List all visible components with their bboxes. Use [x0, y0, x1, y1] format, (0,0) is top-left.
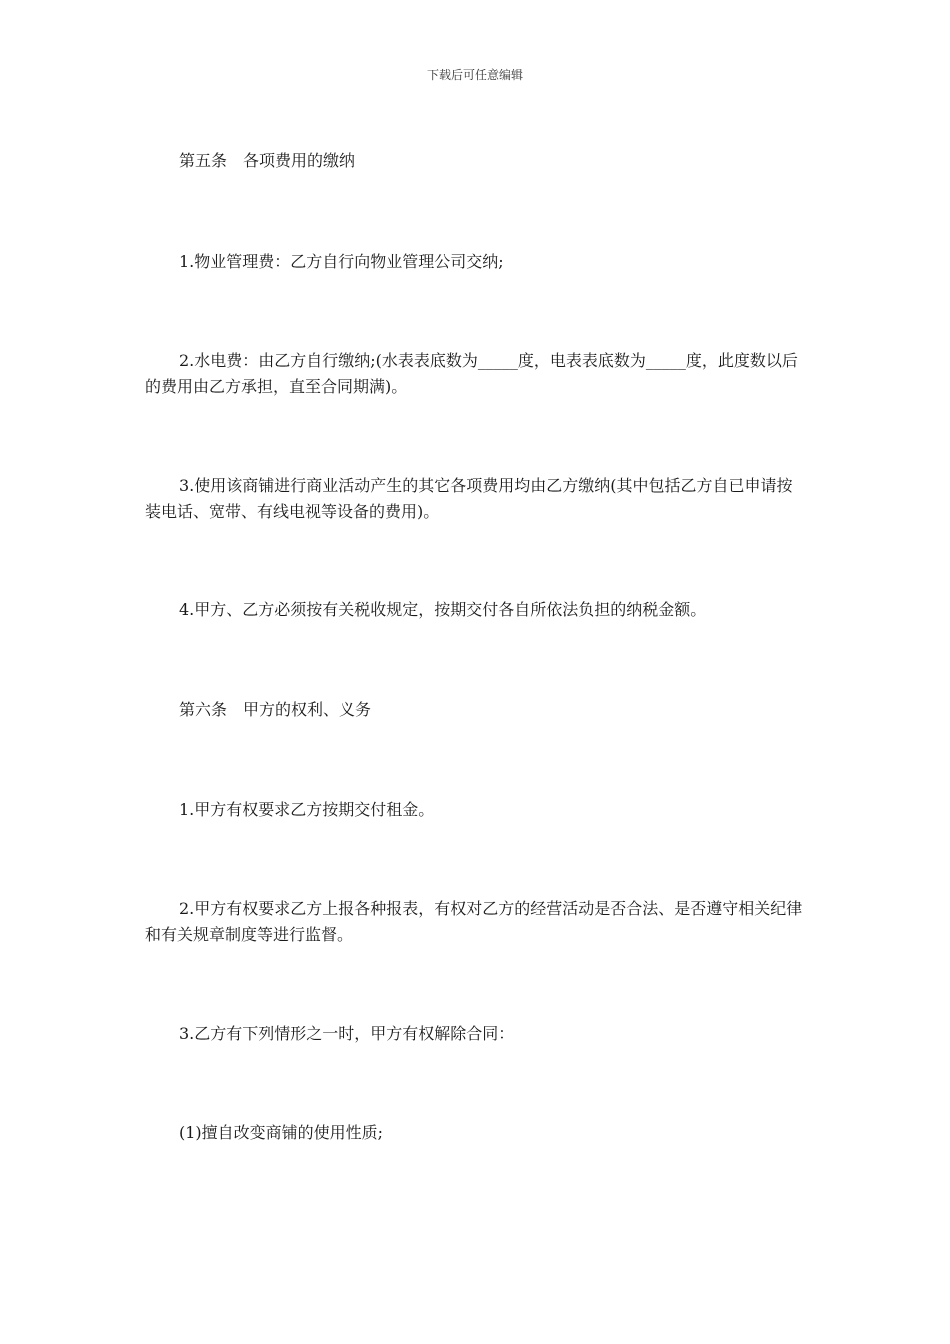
article-6-title: 第六条 甲方的权利、义务	[179, 700, 372, 719]
clause-6-3: 3.乙方有下列情形之一时，甲方有权解除合同：	[179, 1024, 515, 1043]
clause-5-1: 1.物业管理费：乙方自行向物业管理公司交纳;	[179, 252, 504, 271]
article-5-title: 第五条 各项费用的缴纳	[179, 151, 356, 170]
clause-5-2: 2.水电费：由乙方自行缴纳;(水表表底数为_____度，电表表底数为_____度，此度数以后的费用由乙方承担，直至合同期满)。	[145, 351, 798, 396]
page-header: 下载后可任意编辑	[426, 68, 523, 82]
clause-6-1: 1.甲方有权要求乙方按期交付租金。	[179, 800, 435, 819]
clause-6-2: 2.甲方有权要求乙方上报各种报表，有权对乙方的经营活动是否合法、是否遵守相关纪律和有关规章制度等进行监督。	[145, 899, 803, 944]
clause-5-4: 4.甲方、乙方必须按有关税收规定，按期交付各自所依法负担的纳税金额。	[179, 600, 707, 619]
clause-6-3-1: (1)擅自改变商铺的使用性质;	[179, 1123, 384, 1142]
clause-5-3: 3.使用该商铺进行商业活动产生的其它各项费用均由乙方缴纳(其中包括乙方自已申请按装电话、宽带、有线电视等设备的费用)。	[145, 476, 793, 521]
